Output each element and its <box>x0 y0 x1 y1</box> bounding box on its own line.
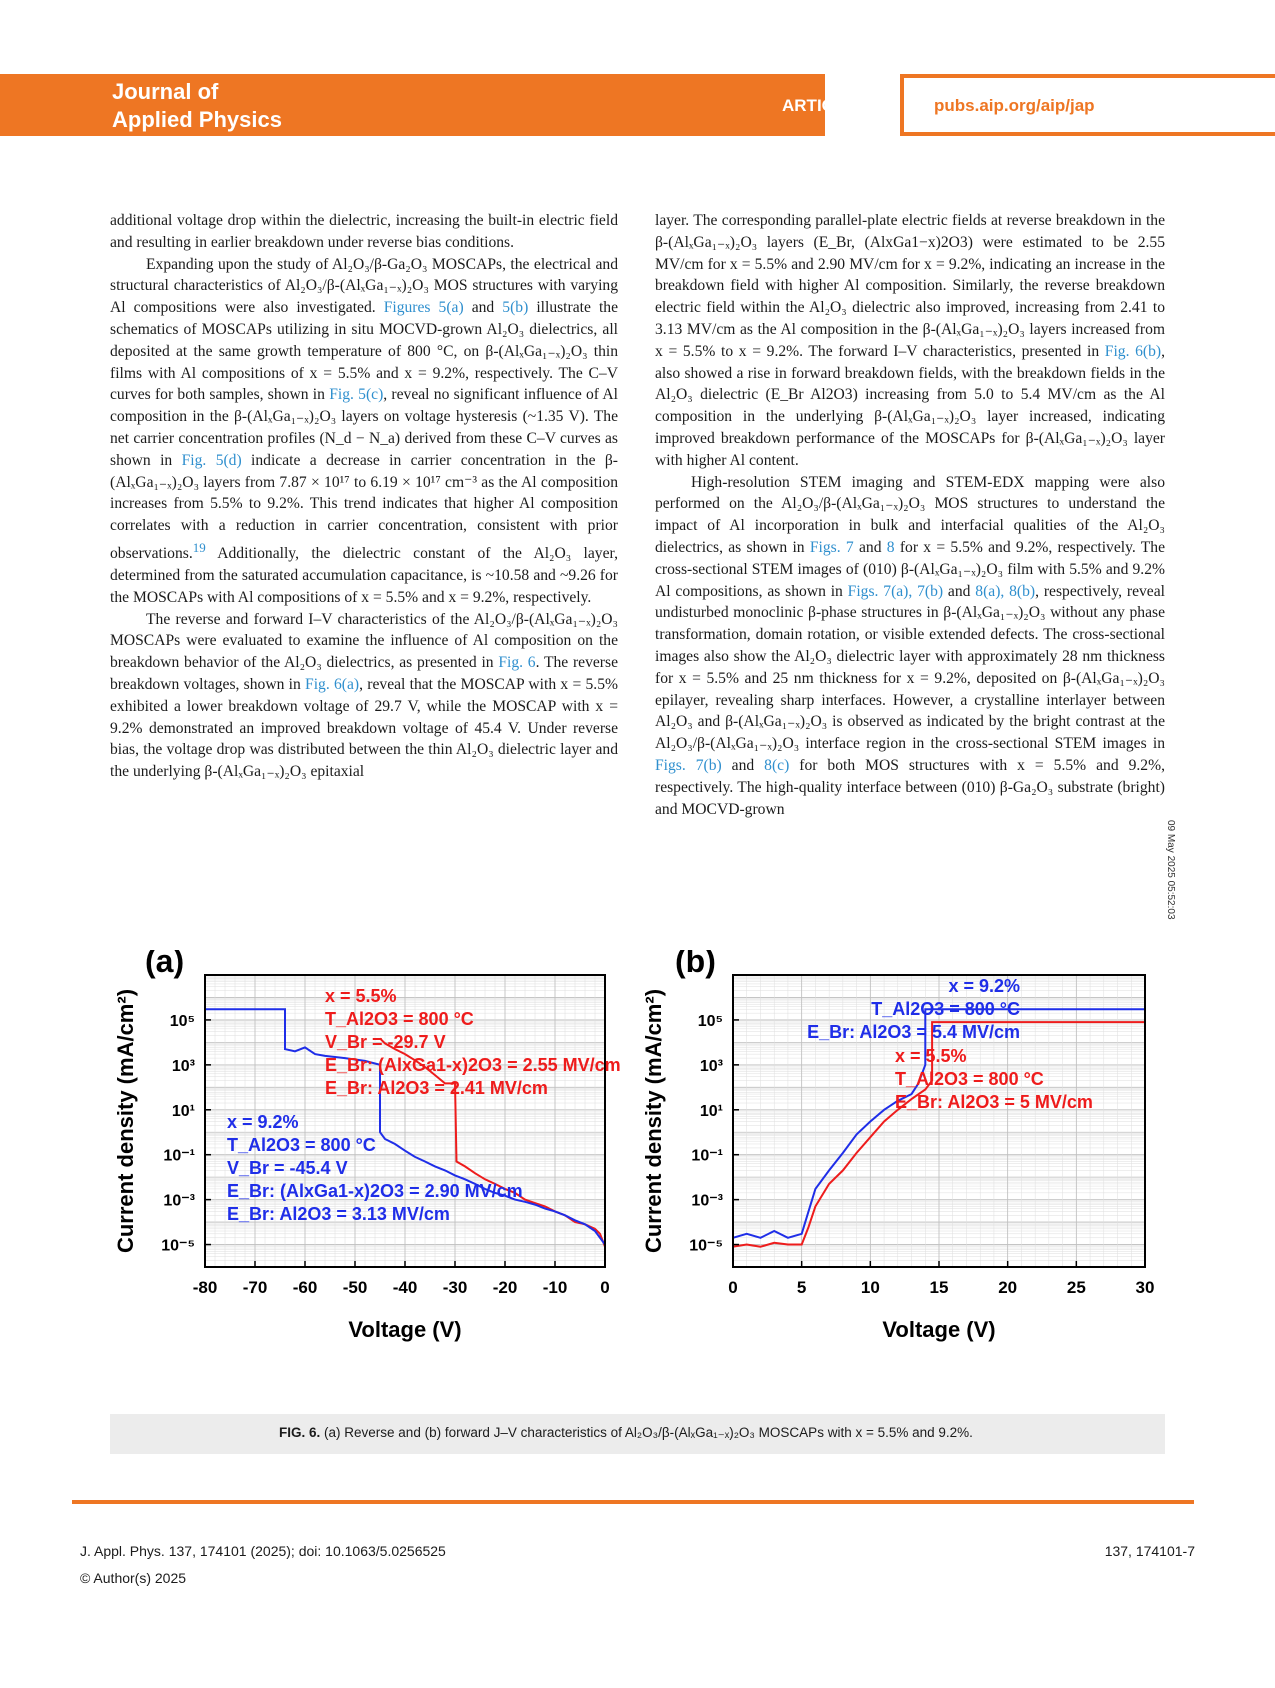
text-run: High-resolution STEM imaging and STEM-EDX mapping were also performed on the Al₂O₃/β-(AlₓGa₁₋ₓ)₂O₃ MOS structures to understand the impact of Al incorporation in bulk and interfacial qualities of the Al₂O₃ dielectrics, as shown in <box>655 473 1165 556</box>
figure-link[interactable]: Fig. 5(d) <box>181 451 242 469</box>
x-tick-label: -80 <box>192 1278 218 1297</box>
annotation-red: x = 5.5% <box>325 986 397 1006</box>
annotation-blue: T_Al2O3 = 800 °C <box>871 999 1020 1019</box>
text-run: and <box>721 756 765 774</box>
text-run: , respectively, reveal undisturbed monoclinic β-phase structures in β-(AlₓGa₁₋ₓ)₂O₃ without any phase transformation, domain rotation, or visible extended defects. The cross-sectional images also show the Al₂O₃ dielectric layer with approximately 28 nm thickness for x = 5.5% and 25 nm thickness for x = 9.2%, deposited on β-(AlₓGa₁₋ₓ)₂O₃ epilayer, revealing sharp interfaces. However, a crystalline interlayer between Al₂O₃ and β-(AlₓGa₁₋ₓ)₂O₃ is observed as indicated by the bright contrast at the Al₂O₃/β-(AlₓGa₁₋ₓ)₂O₃ interface region in the cross-sectional STEM images in <box>655 582 1165 753</box>
figure-link[interactable]: Figures 5(a) <box>383 299 464 317</box>
figure-link[interactable]: Figs. 7(b) <box>655 756 722 774</box>
annotation-red: E_Br: (AlxGa1-x)2O3 = 2.55 MV/cm <box>325 1055 621 1075</box>
paragraph <box>655 472 1165 821</box>
figure-link[interactable]: Fig. 6(a) <box>305 675 360 693</box>
text-run: Additionally, the dielectric constant of the Al₂O₃ layer, determined from the saturated accumulation capacitance, is ~10.58 and ~9.26 for the MOSCAPs with Al compositions of x = 5.5% and x = 9.2%, respectively. <box>110 545 618 606</box>
annotation-blue: E_Br: (AlxGa1-x)2O3 = 2.90 MV/cm <box>227 1181 523 1201</box>
figure-caption <box>279 1425 973 1441</box>
x-tick-label: -60 <box>292 1278 318 1297</box>
figure-link[interactable]: 5(b) <box>502 299 529 317</box>
text-run: for x = 5.5% and 9.2%, respectively. The cross-sectional STEM images of (010) β-(AlₓGa₁₋ₓ)₂O₃ film with 5.5% and 9.2% Al compositions, as shown in <box>655 538 1166 600</box>
figure-link[interactable]: Figs. 7 <box>809 538 854 556</box>
figure-link[interactable]: Fig. 6 <box>498 654 536 672</box>
y-tick-label: 10⁻⁵ <box>689 1237 723 1255</box>
y-tick-label: 10¹ <box>699 1102 723 1120</box>
x-tick-label: 30 <box>1135 1278 1155 1297</box>
text-run: Expanding upon the study of Al₂O₃/β-Ga₂O₃ MOSCAPs, the electrical and structural characteristics of Al₂O₃/β-(AlₓGa₁₋ₓ)₂O₃ MOS structures with varying Al compositions were also investigated. <box>110 255 618 317</box>
footer-rule <box>72 1500 1194 1504</box>
figure-link[interactable]: 8(a), 8(b) <box>975 582 1036 600</box>
x-tick-label: -70 <box>242 1278 268 1297</box>
text-run: layer. The corresponding parallel-plate electric fields at reverse breakdown in the β-(AlₓGa₁₋ₓ)₂O₃ layers (E_Br, (AlxGa1−x)2O3) were estimated to be 2.55 MV/cm for x = 5.5% and 2.90 MV/cm for x = 9.2%, indicating an increase in the breakdown field with higher Al composition. Similarly, the reverse breakdown electric field within the Al₂O₃ dielectric also improved, increasing from 2.41 to 3.13 MV/cm as the Al composition in the β-(AlₓGa₁₋ₓ)₂O₃ layers increased from x = 5.5% to x = 9.2%. The forward I–V characteristics, presented in <box>655 212 1165 360</box>
figure-link[interactable]: Fig. 6(b) <box>1104 342 1162 360</box>
x-tick-label: 0 <box>728 1278 738 1297</box>
article-tag: ARTICLE <box>782 96 856 115</box>
figure-link[interactable]: 8(c) <box>764 756 790 774</box>
x-tick-label: 25 <box>1066 1278 1086 1297</box>
text-run: and <box>943 582 976 600</box>
y-tick-label: 10⁻¹ <box>163 1147 195 1165</box>
y-tick-label: 10⁻¹ <box>691 1147 723 1165</box>
x-tick-label: -10 <box>542 1278 568 1297</box>
x-tick-label: 5 <box>796 1278 807 1297</box>
text-run: and <box>853 538 887 556</box>
y-tick-label: 10⁻⁵ <box>161 1237 195 1255</box>
text-run: . The reverse breakdown voltages, shown in <box>110 654 618 693</box>
y-tick-label: 10⁵ <box>169 1012 195 1030</box>
x-tick-label: -50 <box>342 1278 368 1297</box>
annotation-red: E_Br: Al2O3 = 2.41 MV/cm <box>325 1078 548 1098</box>
annotation-blue: x = 9.2% <box>227 1112 299 1132</box>
x-tick-label: 15 <box>929 1278 949 1297</box>
right-text-column <box>655 210 1165 820</box>
figure-link[interactable]: Figs. 7(a), 7(b) <box>847 582 944 600</box>
x-axis-title: Voltage (V) <box>348 1317 462 1342</box>
footer-copyright: © Author(s) 2025 <box>80 1570 187 1586</box>
y-axis-title: Current density (mA/cm²) <box>641 988 666 1254</box>
y-tick-label: 10⁵ <box>697 1012 723 1030</box>
left-text-column <box>110 210 618 783</box>
x-tick-label: 0 <box>600 1278 610 1297</box>
y-tick-label: 10³ <box>171 1057 195 1075</box>
annotation-blue: E_Br: Al2O3 = 3.13 MV/cm <box>227 1204 450 1224</box>
figure-link[interactable]: 8 <box>886 538 895 556</box>
y-tick-label: 10³ <box>699 1057 723 1075</box>
journal-title <box>112 78 282 134</box>
text-run: , reveal no significant influence of Al composition in the β-(AlₓGa₁₋ₓ)₂O₃ layers on voltage hysteresis (~1.35 V). The net carrier concentration profiles (N_d − N_a) derived from these C–V curves as shown in <box>110 386 619 469</box>
annotation-red: T_Al2O3 = 800 °C <box>325 1009 474 1029</box>
chart-panel-b <box>641 950 1154 1342</box>
figure-link[interactable]: Fig. 5(c) <box>329 386 384 404</box>
journal-title-line2: Applied Physics <box>112 107 282 132</box>
text-run: , also showed a rise in forward breakdown fields, with the breakdown fields in the Al₂O₃ dielectric (E_Br Al2O3) increasing from 5.0 to 5.4 MV/cm as the Al composition in the underlying β-(AlₓGa₁₋ₓ)₂O₃ layer increased, indicating improved breakdown performance of the MOSCAPs for β-(AlₓGa₁₋ₓ)₂O₃ layer with higher Al content. <box>655 342 1166 469</box>
x-tick-label: -30 <box>442 1278 468 1297</box>
annotation-blue: x = 9.2% <box>948 976 1020 996</box>
y-axis-title: Current density (mA/cm²) <box>113 988 138 1254</box>
x-tick-label: 20 <box>998 1278 1018 1297</box>
text-run: The reverse and forward I–V characteristics of the Al₂O₃/β-(AlₓGa₁₋ₓ)₂O₃ MOSCAPs were evaluated to examine the influence of Al composition on the breakdown behavior of the Al₂O₃ dielectrics, as presented in <box>110 610 618 672</box>
annotation-blue: T_Al2O3 = 800 °C <box>227 1135 376 1155</box>
text-run: , reveal that the MOSCAP with x = 5.5% exhibited a lower breakdown voltage of 29.7 V, while the MOSCAP with x = 9.2% demonstrated an improved breakdown voltage of 45.4 V. Under reverse bias, the voltage drop was distributed between the thin Al₂O₃ dielectric layer and the underlying β-(AlₓGa₁₋ₓ)₂O₃ epitaxial <box>110 675 618 781</box>
chart-panel-a <box>113 950 621 1342</box>
annotation-red: E_Br: Al2O3 = 5 MV/cm <box>895 1092 1093 1112</box>
panel-label: (b) <box>675 950 716 979</box>
annotation-blue: E_Br: Al2O3 = 5.4 MV/cm <box>807 1022 1020 1042</box>
footer-page-number: 137, 174101-7 <box>1104 1543 1195 1559</box>
annotation-blue: V_Br = -45.4 V <box>227 1158 348 1178</box>
panel-label: (a) <box>145 950 185 979</box>
paragraph <box>655 210 1165 472</box>
x-tick-label: 10 <box>860 1278 880 1297</box>
annotation-red: T_Al2O3 = 800 °C <box>895 1069 1044 1089</box>
annotation-red: V_Br = -29.7 V <box>325 1032 446 1052</box>
x-tick-label: -20 <box>492 1278 518 1297</box>
journal-title-line1: Journal of <box>112 79 219 104</box>
x-tick-label: -40 <box>392 1278 418 1297</box>
paragraph <box>110 254 618 609</box>
y-tick-label: 10¹ <box>171 1102 195 1120</box>
download-timestamp: 09 May 2025 05:52:03 <box>1165 820 1176 920</box>
x-axis-title: Voltage (V) <box>882 1317 996 1342</box>
caption-text: (a) Reverse and (b) forward J–V characteristics of Al₂O₃/β-(AlₓGa₁₋ₓ)₂O₃ MOSCAPs with x = 5.5% and 9.2%. <box>324 1425 973 1440</box>
citation-link[interactable]: 19 <box>192 539 206 555</box>
footer-citation: J. Appl. Phys. 137, 174101 (2025); doi: 10.1063/5.0256525 <box>80 1543 446 1559</box>
caption-label: FIG. 6. <box>279 1425 321 1440</box>
paragraph <box>110 609 618 783</box>
paragraph: additional voltage drop within the dielectric, increasing the built-in electric field and resulting in earlier breakdown under reverse bias conditions. <box>110 212 618 251</box>
y-tick-label: 10⁻³ <box>163 1192 195 1210</box>
text-run: and <box>463 299 503 317</box>
y-tick-label: 10⁻³ <box>691 1192 723 1210</box>
text-run: indicate a decrease in carrier concentration in the β-(AlₓGa₁₋ₓ)₂O₃ layers from 7.87 × 10¹⁷ to 6.19 × 10¹⁷ cm⁻³ as the Al composition increases from 5.5% to 9.2%. This trend indicates that higher Al composition correlates with a reduction in carrier concentration, consistent with prior observations. <box>110 451 618 563</box>
annotation-red: x = 5.5% <box>895 1046 967 1066</box>
figure-6-chart <box>105 950 1175 1395</box>
text-run: for both MOS structures with x = 5.5% and 9.2%, respectively. The high-quality interface between (010) β-Ga₂O₃ substrate (bright) and MOCVD-grown <box>655 756 1165 818</box>
text-run: illustrate the schematics of MOSCAPs utilizing in situ MOCVD-grown Al₂O₃ dielectrics, all deposited at the same growth temperature of 800 °C, on β-(AlₓGa₁₋ₓ)₂O₃ thin films with Al compositions of x = 5.5% and x = 9.2%, respectively. The C–V curves for both samples, shown in <box>110 299 618 404</box>
journal-url-link[interactable]: pubs.aip.org/aip/jap <box>934 96 1095 115</box>
